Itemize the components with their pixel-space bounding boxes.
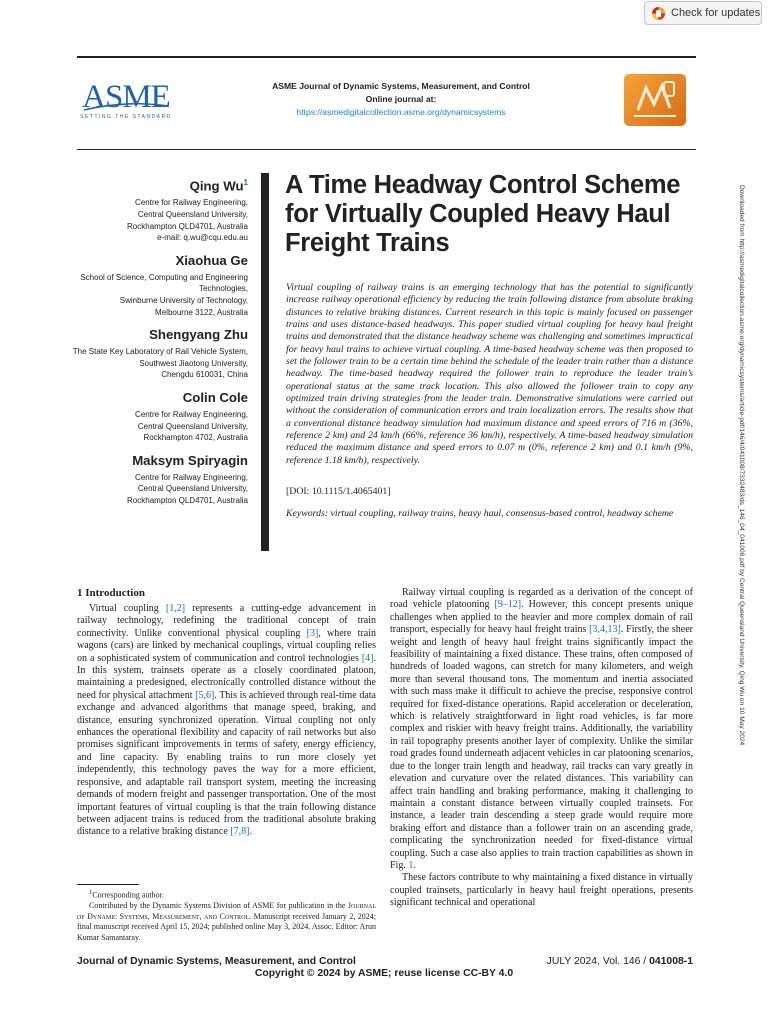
body-column-left: [77, 603, 376, 839]
journal-name: ASME Journal of Dynamic Systems, Measurement, and Control: [272, 81, 530, 91]
footer-journal: Journal of Dynamic Systems, Measurement, and Control: [77, 956, 356, 967]
author-affiliation-line: e-mail: q.wu@cqu.edu.au: [157, 233, 248, 243]
text-run: Virtual coupling: [89, 603, 166, 614]
copyright: Copyright © 2024 by ASME; reuse license CC-BY 4.0: [254, 968, 514, 979]
online-journal-label: Online journal at:: [365, 94, 437, 104]
author-name: [70, 253, 248, 269]
author-block: [70, 453, 248, 507]
citation-link[interactable]: [3,4,13]: [589, 624, 621, 636]
footnote-text: Contributed by the Dynamic Systems Division of ASME for publication in the: [89, 901, 348, 911]
authors-block: [70, 175, 248, 515]
author-affiliation-line: Centre for Railway Engineering,: [135, 198, 248, 208]
footnote-text: Corresponding author.: [92, 890, 164, 900]
footer-article-number: 041008-1: [649, 956, 693, 967]
asme-swoosh-icon: [82, 100, 170, 114]
right-paragraph-1: [390, 587, 693, 872]
download-note: [735, 185, 745, 965]
header-rule-bottom: [77, 149, 696, 150]
header-rule-top: [77, 56, 696, 58]
author-name: [70, 390, 248, 406]
text-run: , where train wagons (cars) are linked by mechanical couplings, virtual coupling relies on a sophisticated system of communication and control technologies: [77, 627, 376, 664]
asme-logo-tagline: SETTING THE STANDARD: [80, 114, 172, 120]
author-affiliation-line: Southwest Jiaotong University,: [139, 358, 248, 368]
text-run: . However, this concept presents unique challenges when applied to the heavier and more complex domain of rail transport, especially for heavy haul freight trains: [390, 599, 693, 636]
author-block: [70, 327, 248, 381]
author-affiliation-line: The State Key Laboratory of Rail Vehicle System,: [72, 347, 248, 357]
author-block: [70, 175, 248, 244]
footnote-text: . Manuscript received January 2, 2024; final manuscript received April 15, 2024; published online May 3, 2024. Assoc. Editor: Arun Kumar Samantaray.: [77, 911, 376, 942]
footnote-rule: [77, 884, 139, 885]
footnote-corresponding: $^1$Corresponding author.: [89, 889, 164, 900]
asme-logo-text: ASME: [82, 79, 170, 115]
footer-issue-text: JULY 2024, Vol. 146 /: [546, 956, 650, 967]
author-affiliation-line: Centre for Railway Engineering,: [135, 409, 248, 419]
author-affiliation-line: Central Queensland University,: [137, 421, 248, 431]
author-affiliation-line: Chengdu 610031, China: [161, 370, 248, 380]
footnote-contributed: [77, 901, 376, 943]
author-block: [70, 253, 248, 318]
text-run: .: [249, 826, 252, 838]
journal-url-link[interactable]: https://asmedigitalcollection.asme.org/dynamicsystems: [296, 107, 506, 117]
citation-link[interactable]: [7,8]: [230, 826, 250, 838]
footnotes: [77, 888, 376, 943]
download-note-text: Downloaded from http://asmedigitalcollection.asme.org/dynamicsystems/article-pdf/146/4/041008/7332483/ds_146_04_041008.pdf by Central Queensland University, Qing Wu on 10 May 2024: [738, 185, 745, 746]
citation-link[interactable]: [3]: [306, 627, 319, 639]
author-name: [70, 327, 248, 343]
author-affiliation-line: Melbourne 3122, Australia: [155, 307, 248, 317]
author-name-text: Xiaohua Ge: [175, 252, 248, 268]
text-run: . Firstly, the sheer weight and length of heavy haul freight trains significantly impact the feasibility of maintaining a fixed distance. These trains, often composed of hundreds of loaded wagons, can stretch for many kilometers, and weigh more than several thousand tons. The momentum and inertia associated with such mass make it difficult to achieve the precise, responsive control required for fixed-distance operations. Rapid acceleration or deceleration, which is relatively straightforward in light road vehicles, is far more complex and riskier with heavy freight trains. Additionally, the variability in rail topography presents another layer of complexity. Unlike the similar road grades found underneath adjacent vehicles in car platooning scenarios, due to the longer train length and headway, rail tracks can vary greatly in elevation and curvature over the related distances. This variability can affect train handling and braking performance, making it challenging to maintain a constant distance between virtually coupled trainsets. For instance, a leader train descending a steep grade would require more braking effort and distance than a follower train on an ascending grade, complicating the synchronization needed for fixed-distance virtual coupling. Such a case also applies to train traction capabilities as shown in Fig.: [390, 624, 693, 871]
author-affiliation-line: Rockhampton 4702, Australia: [143, 433, 248, 443]
author-affiliation-line: Rockhampton QLD4701, Australia: [127, 221, 248, 231]
text-run: .: [413, 859, 416, 871]
citation-link[interactable]: [1,2]: [165, 603, 186, 614]
text-run: . In this system, trainsets operate as a closely coordinated platoon, maintaining a predesigned, electronically controlled distance without the need for physical attachment: [77, 652, 376, 701]
author-affiliation-line: Central Queensland University,: [137, 209, 248, 219]
author-affiliation-line: Central Queensland University,: [137, 484, 248, 494]
citation-link[interactable]: [5,6]: [195, 689, 215, 701]
author-block: [70, 390, 248, 444]
text-run: Railway virtual coupling is regarded as a derivation of the concept of road vehicle platooning: [390, 587, 693, 611]
paper-title: A Time Headway Control Scheme for Virtually Coupled Heavy Haul Freight Trains: [285, 171, 681, 257]
author-name-text: Maksym Spiryagin: [132, 452, 248, 468]
author-affiliation-line: Centre for Railway Engineering,: [135, 472, 248, 482]
author-name: [70, 175, 248, 194]
author-name-text: Qing Wu: [189, 178, 244, 194]
journal-cover-icon: [624, 74, 686, 126]
citation-link[interactable]: [4]: [361, 652, 374, 664]
author-name: [70, 453, 248, 469]
author-affiliation-line: Technologies,: [199, 284, 248, 294]
author-affiliation-line: Swinburne University of Technology,: [119, 295, 248, 305]
citation-link[interactable]: [9–12]: [494, 599, 522, 611]
author-name-text: Colin Cole: [182, 389, 248, 405]
right-paragraph-2: These factors contribute to why maintaining a fixed distance in virtually coupled trainsets, particularly in heavy haul freight operations, presents significant technical and operational: [390, 872, 693, 909]
keywords: Keywords: virtual coupling, railway trains, heavy haul, consensus-based control, headway scheme: [286, 508, 674, 519]
author-affiliation-line: School of Science, Computing and Engineering: [80, 272, 248, 282]
intro-paragraph-1: [77, 603, 376, 839]
figure-link[interactable]: 1: [408, 859, 414, 871]
abstract: Virtual coupling of railway trains is an emerging technology that has the potential to significantly increase railway operational efficiency by reducing the train following distance from absolute braking distances to relative braking distances. Current research in this topic is mainly focused on passenger trains and uses distance-based headways. This paper studied virtual coupling for heavy haul freight trains and demonstrated that the distance headway scheme was challenging and sometimes impractical for heavy haul trains to achieve virtual coupling. A time-based headway scheme was then proposed to set the follower train to be a certain time behind the schedule of the leader train rather than a distance headway. The time-based headway required the follower train to reproduce the leader train’s operational status at the same track location. This also allowed the follower train to copy any optimized train driving strategies from the leader train. Demonstrative simulations were carried out without the consideration of communication errors and train localization errors. The results show that a conventional distance headway simulation had maximum distance and speed errors of 716 m (36%, reference 2 km) and 24 km/h (66%, reference 36 km/h), respectively. A time-based headway simulation reduced the maximum distance and speed errors to 0.07 m (0%, reference 2 km) and 0.1 km/h (9%, reference 1.18 km/h), respectively.: [286, 282, 693, 466]
footer-issue: [547, 956, 693, 967]
author-affiliation-line: Rockhampton QLD4701, Australia: [127, 495, 248, 505]
text-run: represents a cutting-edge advancement in railway technology, redefining the traditional concept of train connectivity. Unlike conventional physical coupling: [77, 603, 376, 639]
check-for-updates-label: Check for updates: [671, 7, 761, 19]
section-title: 1 Introduction: [77, 587, 145, 599]
doi: [DOI: 10.1115/1.4065401]: [286, 486, 391, 497]
crossmark-icon: [652, 7, 665, 20]
title-side-bar: [261, 173, 269, 551]
body-column-right: [390, 587, 693, 910]
author-name-text: Shengyang Zhu: [149, 327, 248, 343]
footnote-marker[interactable]: 1: [243, 178, 248, 187]
text-run: . This is achieved through real-time data exchange and advanced algorithms that manage speed, braking, and distance, ensuring synchronized operation. Virtual coupling not only enhances the operational flexibility and capacity of rail networks but also promises significant improvements in terms of safety, energy efficiency, and line capacity. By enabling trains to run more closely yet independently, this technology paves the way for a more efficient, responsive, and adaptable rail transport system, meeting the increasing demands of modern freight and passenger transportation. One of the most important features of virtual coupling is that the train following distance between adjacent trains is reduced from the traditional absolute braking distance to a relative braking distance: [77, 689, 376, 838]
asme-logo: [78, 80, 174, 124]
footnote-journal: Journal of Dynamic Systems, Measurement, and Control: [77, 901, 376, 921]
journal-header: [266, 80, 536, 119]
journal-cover-graphic: [624, 74, 686, 126]
check-for-updates-button[interactable]: [644, 1, 762, 25]
